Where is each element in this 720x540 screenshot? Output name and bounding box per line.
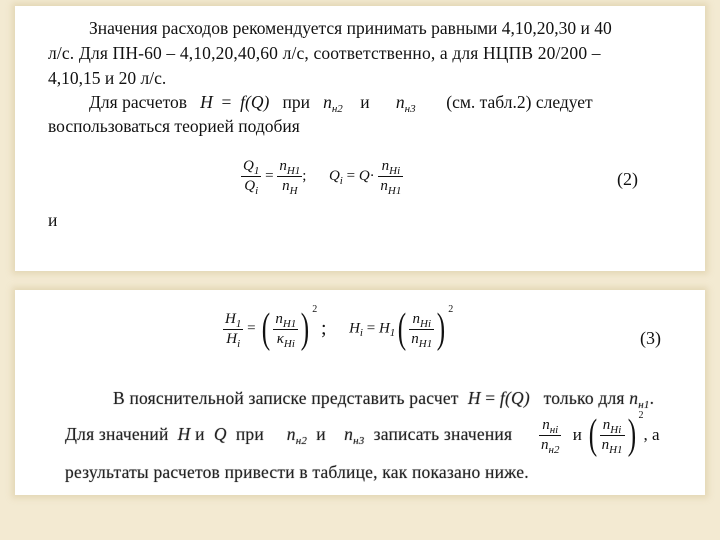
paragraph-line-4 [89, 92, 593, 115]
text-segment: Для расчетов [89, 92, 188, 112]
variable-Q: Q [328, 168, 340, 184]
exponent: 2 [312, 303, 318, 315]
equals-sign: = [366, 320, 376, 337]
upper-text-panel [15, 6, 705, 271]
equation-3: $\frac{H_1}{H_i}$ = ( $\frac{n_{H1}}{\kappa_{Hi}}$ ) $^2$ ; $H_i = H_1$( $\frac{n_{Hi}}{n_{H1}}$ ) $^2$ [225, 303, 454, 352]
paragraph-line-8: результаты расчетов привести в таблице, как показано ниже. [65, 462, 529, 482]
paragraph-line-6: В пояснительной записке представить расчет H = f(Q) только для $n_{н1}$. [113, 388, 655, 411]
equals-sign: = [265, 168, 274, 184]
equation-number-3: (3) [640, 328, 661, 348]
fraction-nHi-nH1-sq: $\frac{n_{Hi}}{n_{H1}}$ [601, 416, 623, 456]
equals-sign: = [247, 320, 256, 337]
variable-n: n [395, 92, 405, 112]
paragraph-line-3: 4,10,15 и 20 л/с. [48, 68, 167, 88]
semicolon: ; [302, 168, 307, 184]
subscript: н2 [331, 103, 343, 115]
semicolon: ; [321, 317, 327, 340]
variable-H: H [200, 92, 213, 112]
exponent: 2 [448, 303, 454, 315]
equals-sign: = [346, 168, 356, 184]
paragraph-line-5: воспользоваться теорией подобия [48, 116, 300, 136]
fraction-Q1-Qi: $\frac{Q_1}{Q_i}$ [243, 158, 260, 197]
function-fQ: f(Q) [240, 92, 270, 112]
text-segment: при [282, 92, 310, 112]
conjunction-and: и [48, 210, 58, 230]
fraction-H1-Hi: $\frac{H_1}{H_i}$ [225, 310, 242, 350]
paragraph-line-1: Значения расходов рекомендуется принимать равными 4,10,20,30 и 40 [89, 18, 612, 38]
fraction-nH1-nH: $\frac{n_{H1}}{n_H}$ [279, 158, 301, 197]
inline-fractions: $\frac{n_{нi}}{n_{н2}}$ и ( $\frac{n_{Hi}}{n_{H1}}$ ) $^2$, а [541, 409, 660, 458]
fraction-nHi-nH1: $\frac{n_{Hi}}{n_{H1}}$ [380, 158, 402, 197]
equation-number-2: (2) [617, 169, 638, 189]
variable-Q: Q [358, 168, 370, 184]
paragraph-line-2: л/с. Для ПН-60 – 4,10,20,40,60 л/с, соответственно, а для НЦПВ 20/200 – [48, 43, 601, 63]
text-segment: и [360, 92, 370, 112]
paragraph-line-7: Для значений H и Q при $n_{н2}$ и $n_{н3}$ записать значения [65, 424, 513, 447]
text-segment: (см. табл.2) следует [446, 92, 593, 112]
equation-2: $\frac{Q_1}{Q_i}$ = $\frac{n_{H1}}{n_H}$ ; $Q_i = Q\cdot$ $\frac{n_{Hi}}{n_{H1}}$ [243, 158, 402, 197]
equals-sign: = [221, 92, 232, 112]
fraction-nH1-kHi: $\frac{n_{H1}}{\kappa_{Hi}}$ [275, 310, 297, 350]
fraction-nni-nn2: $\frac{n_{нi}}{n_{н2}}$ [541, 416, 560, 456]
lower-text-panel [15, 290, 705, 495]
variable-H: H [378, 320, 390, 337]
variable-H: H [349, 320, 360, 337]
subscript: н3 [404, 103, 416, 115]
fraction-nHi-nH1: $\frac{n_{Hi}}{n_{H1}}$ [411, 310, 433, 350]
variable-n: n [323, 92, 332, 112]
